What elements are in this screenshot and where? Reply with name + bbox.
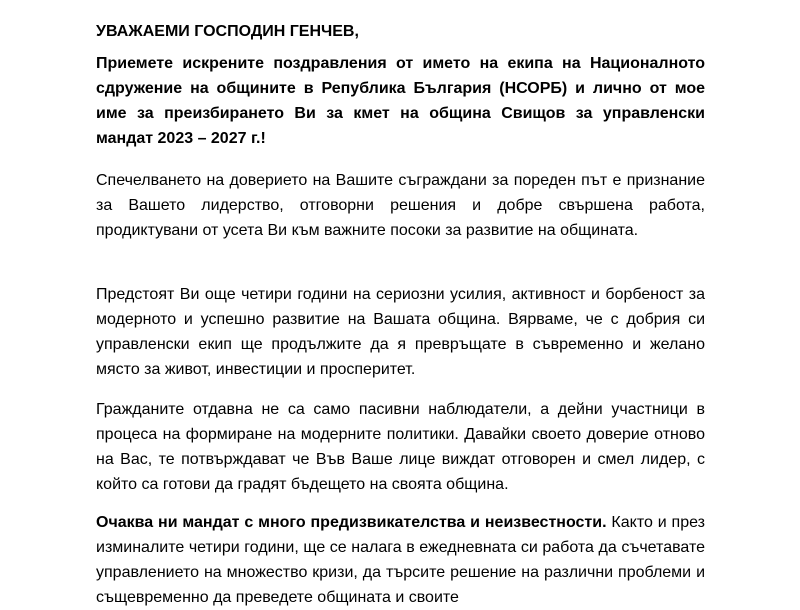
trust-paragraph: Спечелването на доверието на Вашите съграждани за пореден път е признание за Вашето лидерство, отговорни решения и добре свършена работа, продиктувани от усета Ви към важните посоки за развитие на общината.: [96, 172, 705, 239]
congratulation-paragraph: Приемете искрените поздравления от името на екипа на Националното сдружение на общините в Република България (НСОРБ) и лично от мое име за преизбирането Ви за кмет на община Свищов за управленски мандат 2023 – 2027 г.!: [96, 55, 705, 147]
challenges-paragraph: [96, 510, 705, 610]
challenges-lead-sentence: Очаква ни мандат с много предизвикателства и неизвестности.: [96, 514, 607, 531]
future-years-paragraph: Предстоят Ви още четири години на сериозни усилия, активност и борбеност за модерното и успешно развитие на Вашата община. Вярваме, че с добрия си управленски екип ще продължите да я превръщате в съвременно и желано място за живот, инвестиции и просперитет.: [96, 286, 705, 378]
challenges-body-text: Както и през изминалите четири години, ще се налага в ежедневната си работа да съчетавате управлението на множество кризи, да търсите решение на различни проблеми и същевременно да преведете общината и своите: [96, 514, 705, 606]
salutation: УВАЖАЕМИ ГОСПОДИН ГЕНЧЕВ,: [96, 23, 359, 40]
citizens-paragraph: Гражданите отдавна не са само пасивни наблюдатели, а дейни участници в процеса на формиране на модерните политики. Давайки своето доверие отново на Вас, те потвърждават че Във Ваше лице виждат отговорен и смел лидер, с който са готови да градят бъдещето на своята община.: [96, 401, 705, 493]
